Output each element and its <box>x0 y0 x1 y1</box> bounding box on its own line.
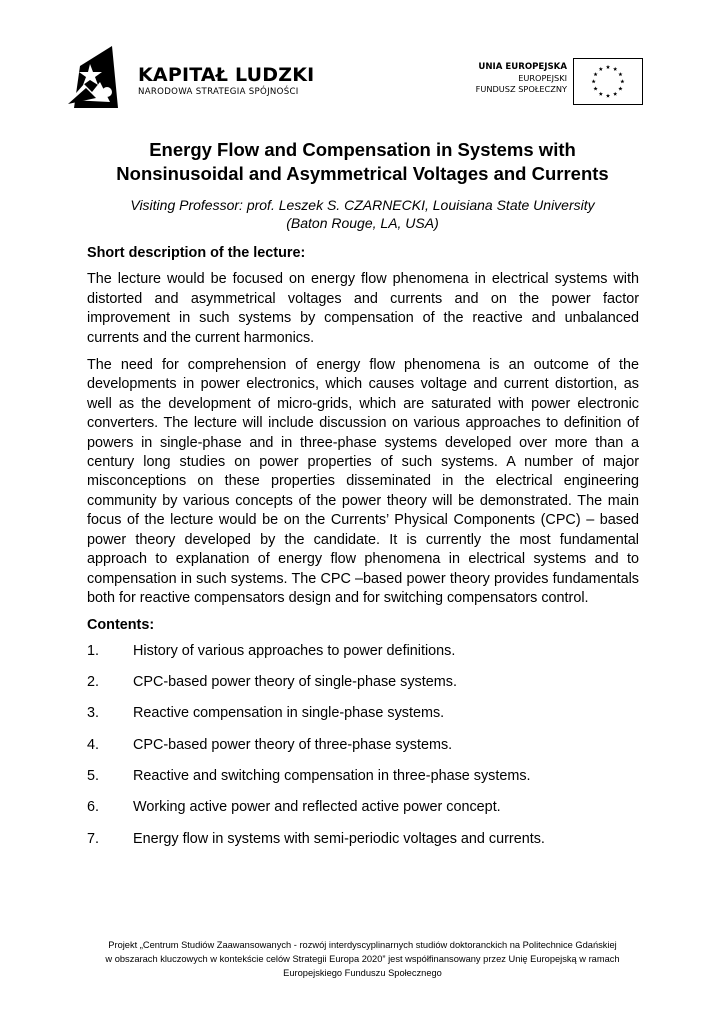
list-item <box>87 767 639 798</box>
eu-star-icon <box>592 79 596 83</box>
description-heading: Short description of the lecture: <box>87 245 306 261</box>
title-line-2: Nonsinusoidal and Asymmetrical Voltages and Currents <box>116 163 609 184</box>
list-item-text: CPC-based power theory of single-phase systems. <box>133 674 457 691</box>
document-title <box>60 138 665 186</box>
eu-star-icon <box>606 94 610 98</box>
page-footer <box>60 938 665 980</box>
eu-star-icon <box>620 79 624 83</box>
subtitle-line-1: Visiting Professor: prof. Leszek S. CZARNECKI, Louisiana State University <box>130 197 595 213</box>
eu-star-icon <box>613 67 617 71</box>
list-item-number: 4. <box>87 736 100 753</box>
description-paragraph-1: The lecture would be focused on energy flow phenomena in electrical systems with distorted and asymmetrical voltages and currents and on the power factor improvement in such systems by compensation of the reactive and unbalanced currents and the current harmonics. <box>87 271 639 346</box>
eu-text <box>476 62 567 95</box>
eu-star-icon <box>606 65 610 69</box>
title-line-1: Energy Flow and Compensation in Systems with <box>149 139 576 160</box>
footer-line-3: Europejskiego Funduszu Społecznego <box>283 968 442 978</box>
eu-star-icon <box>618 86 622 90</box>
list-item <box>87 642 639 673</box>
logo-text <box>138 64 314 97</box>
eu-line-3: FUNDUSZ SPOŁECZNY <box>475 84 567 94</box>
subtitle-line-2: (Baton Rouge, LA, USA) <box>286 215 439 231</box>
page-header <box>0 0 725 120</box>
list-item-number: 7. <box>87 830 100 847</box>
list-item <box>87 798 639 829</box>
logo-subtitle: NARODOWA STRATEGIA SPÓJNOŚCI <box>138 87 299 97</box>
list-item-number: 6. <box>87 799 100 816</box>
list-item-text: Working active power and reflected active power concept. <box>133 799 501 816</box>
list-item <box>87 704 639 735</box>
eu-star-icon <box>593 72 597 76</box>
eu-line-2: EUROPEJSKI <box>518 73 567 83</box>
list-item-number: 3. <box>87 705 100 722</box>
document-body <box>87 244 639 861</box>
eu-star-icon <box>599 92 603 96</box>
list-item-text: History of various approaches to power definitions. <box>133 642 456 659</box>
list-item-number: 2. <box>87 674 100 691</box>
list-item <box>87 830 639 861</box>
eu-flag-icon <box>573 58 643 105</box>
footer-line-1: Projekt „Centrum Studiów Zaawansowanych - rozwój interdyscyplinarnych studiów doktoranckich na Politechnice Gdańskiej <box>108 940 617 950</box>
list-item-number: 5. <box>87 767 100 784</box>
eu-star-icon <box>599 67 603 71</box>
footer-line-2: w obszarach kluczowych w kontekście celów Strategii Europa 2020” jest współfinansowany przez Unię Europejską w ramach <box>105 954 620 964</box>
list-item-text: Reactive and switching compensation in three-phase systems. <box>133 767 531 784</box>
eu-name: UNIA EUROPEJSKA <box>478 62 567 72</box>
logo-title: KAPITAŁ LUDZKI <box>138 64 315 86</box>
eu-star-icon <box>613 92 617 96</box>
description-paragraph-2: The need for comprehension of energy flow phenomena is an outcome of the developments in power electronics, which causes voltage and current distortion, as well as the development of micro-grids, which are saturated with power electronic converters. The lecture will include discussion on various approaches to definition of powers in single-phase and in three-phase systems developed over more than a century long studies on power properties of such systems. A number of major misconceptions on these properties disseminated in the electrical engineering community by various concepts of the power theory will be demonstrated. The main focus of the lecture would be on the Currents’ Physical Components (CPC) – based power theory developed by the candidate. It is currently the most fundamental approach to explanation of energy flow phenomena in electrical systems and to compensation in such systems. The CPC –based power theory provides fundamentals both for reactive compensators design and for switching compensators control. <box>87 357 639 606</box>
list-item-text: Energy flow in systems with semi-periodic voltages and currents. <box>133 830 545 847</box>
contents-heading: Contents: <box>87 617 155 634</box>
list-item-text: CPC-based power theory of three-phase systems. <box>133 736 453 753</box>
list-item-number: 1. <box>87 642 100 659</box>
kapital-ludzki-logo-icon <box>66 44 124 110</box>
contents-list <box>87 642 639 861</box>
list-item-text: Reactive compensation in single-phase systems. <box>133 705 445 722</box>
list-item <box>87 673 639 704</box>
visiting-professor <box>60 196 665 232</box>
list-item <box>87 736 639 767</box>
eu-star-icon <box>618 72 622 76</box>
eu-star-icon <box>593 86 597 90</box>
